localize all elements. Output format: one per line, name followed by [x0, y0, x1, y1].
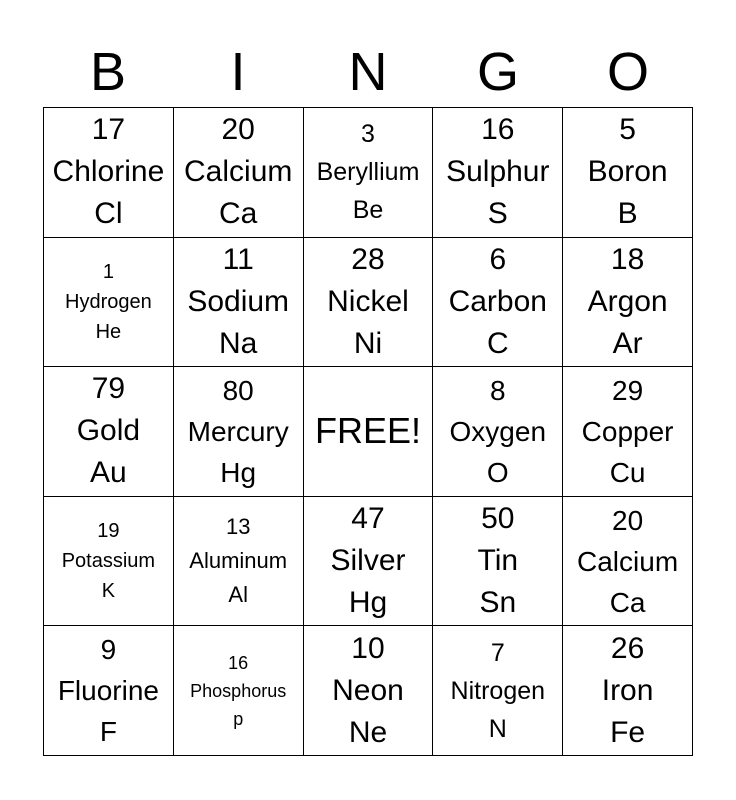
cell-element-name: Beryllium [316, 158, 420, 187]
cell-number: 18 [610, 242, 645, 276]
cell-number: 17 [91, 113, 126, 147]
bingo-cell-r3-c2[interactable] [174, 367, 304, 497]
cell-number: 13 [225, 514, 251, 540]
cell-element-name: Sulphur [446, 155, 550, 189]
cell-element-name: Carbon [448, 284, 547, 318]
cell-symbol: K [101, 580, 116, 603]
cell-number: 16 [228, 652, 249, 673]
cell-symbol: Be [352, 196, 384, 225]
bingo-cell-r5-c1[interactable] [44, 626, 174, 756]
bingo-cell-r5-c5[interactable] [563, 626, 693, 756]
bingo-header [43, 38, 693, 106]
cell-number: 5 [619, 113, 636, 147]
cell-element-name: Calcium [577, 545, 679, 577]
cell-element-name: Iron [601, 673, 654, 707]
cell-element-name: Nitrogen [450, 676, 546, 705]
cell-element-name: Sodium [187, 284, 290, 318]
cell-symbol: Cu [609, 456, 646, 488]
cell-symbol: S [487, 197, 508, 231]
cell-symbol: Ar [612, 326, 643, 360]
bingo-cell-r2-c4[interactable] [433, 238, 563, 368]
cell-symbol: p [233, 708, 244, 729]
bingo-cell-free[interactable] [304, 367, 434, 497]
cell-symbol: Sn [479, 586, 517, 620]
cell-number: 1 [102, 260, 114, 283]
cell-symbol: O [486, 456, 509, 488]
cell-symbol: C [486, 326, 509, 360]
cell-element-name: Gold [76, 414, 141, 448]
cell-element-name: Phosphorus [190, 680, 287, 701]
header-letter-i: I [230, 42, 246, 102]
bingo-cell-r1-c3[interactable] [304, 108, 434, 238]
bingo-cell-r1-c2[interactable] [174, 108, 304, 238]
cell-element-name: Mercury [187, 415, 289, 447]
cell-symbol: Ni [353, 326, 383, 360]
bingo-cell-r3-c5[interactable] [563, 367, 693, 497]
cell-symbol: Ca [609, 586, 646, 618]
cell-symbol: Na [219, 326, 258, 360]
bingo-cell-r4-c1[interactable] [44, 497, 174, 627]
cell-number: 19 [97, 520, 120, 543]
cell-element-name: Tin [477, 544, 519, 578]
cell-element-name: Nickel [327, 284, 409, 318]
bingo-cell-r4-c3[interactable] [304, 497, 434, 627]
cell-symbol: Ca [219, 197, 258, 231]
header-letter-g: G [476, 42, 519, 102]
bingo-cell-r3-c4[interactable] [433, 367, 563, 497]
bingo-cell-r2-c5[interactable] [563, 238, 693, 368]
bingo-cell-r1-c5[interactable] [563, 108, 693, 238]
cell-number: 8 [490, 374, 506, 406]
cell-element-name: Silver [330, 544, 406, 578]
bingo-cell-r2-c2[interactable] [174, 238, 304, 368]
cell-number: 29 [612, 374, 644, 406]
cell-symbol: F [99, 716, 117, 748]
cell-element-name: Potassium [61, 550, 156, 573]
cell-symbol: Fe [610, 715, 646, 749]
bingo-cell-r4-c2[interactable] [174, 497, 304, 627]
cell-symbol: Cl [94, 197, 123, 231]
cell-number: 11 [222, 242, 254, 276]
cell-number: 79 [91, 372, 126, 406]
cell-symbol: Ne [348, 715, 388, 749]
bingo-cell-r5-c3[interactable] [304, 626, 434, 756]
bingo-cell-r1-c4[interactable] [433, 108, 563, 238]
cell-symbol: Au [90, 456, 127, 490]
cell-number: 26 [610, 631, 645, 665]
cell-element-name: Boron [587, 155, 668, 189]
cell-number: 9 [100, 634, 117, 666]
cell-element-name: Aluminum [189, 548, 288, 574]
cell-symbol: N [488, 714, 507, 743]
cell-number: 6 [489, 242, 507, 276]
cell-number: 20 [221, 113, 255, 147]
cell-symbol: He [95, 320, 122, 343]
free-space-label: FREE! [314, 410, 421, 452]
bingo-cell-r2-c1[interactable] [44, 238, 174, 368]
cell-element-name: Argon [587, 284, 668, 318]
header-letter-n: N [348, 42, 388, 102]
cell-number: 20 [612, 504, 644, 536]
cell-number: 28 [351, 242, 385, 276]
bingo-cell-r4-c5[interactable] [563, 497, 693, 627]
cell-element-name: Neon [332, 673, 404, 707]
cell-symbol: Hg [220, 456, 257, 488]
cell-element-name: Fluorine [57, 675, 159, 707]
cell-symbol: B [617, 197, 638, 231]
bingo-cell-r3-c1[interactable] [44, 367, 174, 497]
bingo-board [43, 107, 693, 756]
bingo-cell-r5-c2[interactable] [174, 626, 304, 756]
header-letter-b: B [89, 42, 127, 102]
cell-element-name: Hydrogen [65, 290, 152, 313]
cell-symbol: Al [228, 582, 248, 608]
cell-symbol: Hg [348, 586, 388, 620]
cell-number: 80 [222, 374, 254, 406]
bingo-cell-r2-c3[interactable] [304, 238, 434, 368]
cell-number: 47 [351, 502, 385, 536]
cell-number: 7 [490, 638, 505, 667]
cell-number: 10 [351, 631, 385, 665]
bingo-cell-r1-c1[interactable] [44, 108, 174, 238]
bingo-cell-r4-c4[interactable] [433, 497, 563, 627]
header-letter-o: O [606, 42, 649, 102]
cell-number: 16 [481, 113, 515, 147]
cell-element-name: Chlorine [52, 155, 165, 189]
cell-element-name: Copper [581, 415, 674, 447]
cell-number: 50 [481, 502, 515, 536]
cell-element-name: Calcium [184, 155, 293, 189]
cell-number: 3 [361, 120, 375, 149]
bingo-cell-r5-c4[interactable] [433, 626, 563, 756]
cell-element-name: Oxygen [449, 415, 547, 447]
